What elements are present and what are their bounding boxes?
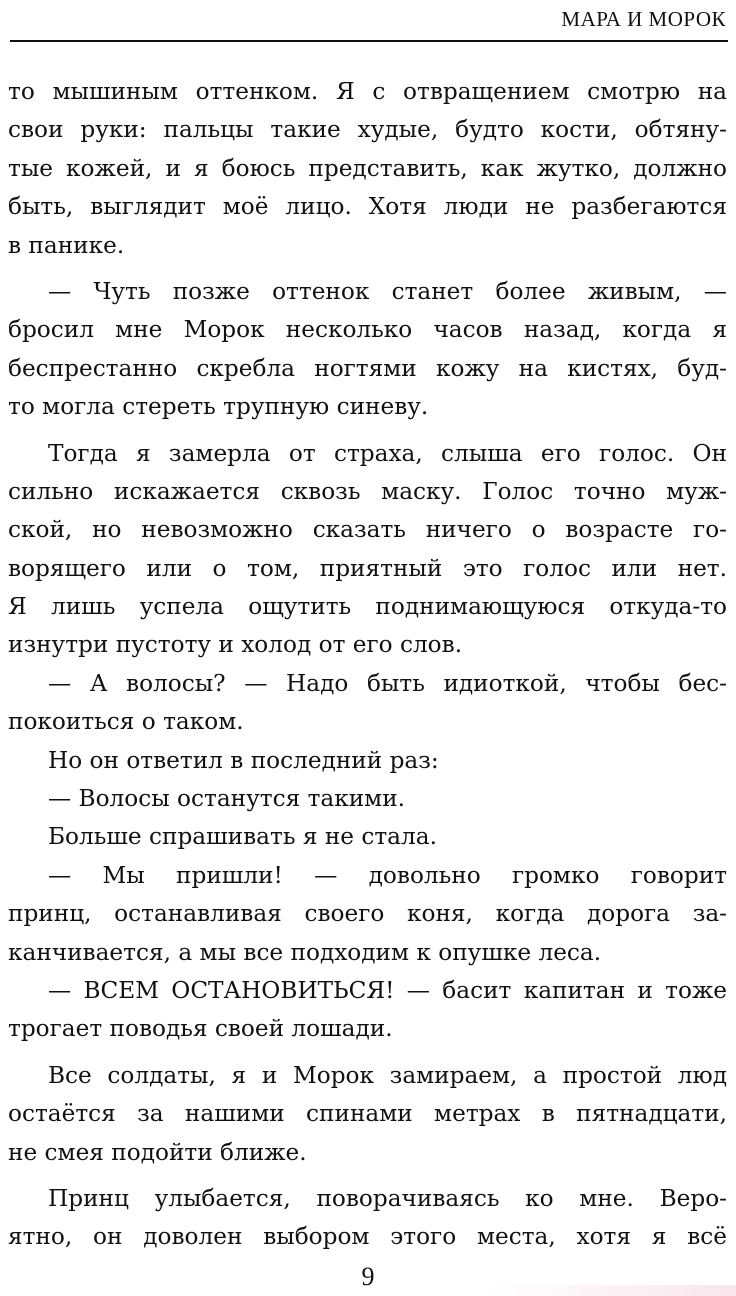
paragraph (8, 1180, 727, 1257)
text-line: Но он ответил в последний раз: (48, 746, 439, 774)
text-line: покоиться о таком. (8, 708, 244, 736)
text-line: — ВСЕМ ОСТАНОВИТЬСЯ! — басит капитан и тоже (48, 976, 727, 1004)
text-line: быть, выглядит моё лицо. Хотя люди не разбегаются (8, 193, 727, 221)
paragraph (8, 742, 727, 780)
paragraph (8, 857, 727, 972)
paragraph (8, 1057, 727, 1172)
text-line: изнутри пустоту и холод от его слов. (8, 631, 463, 659)
text-line: ятно, он доволен выбором этого места, хотя я всё (8, 1223, 727, 1251)
page-number: 9 (361, 1262, 375, 1291)
text-line: Тогда я замерла от страха, слыша его голос. Он (48, 439, 727, 467)
text-line: не смея подойти ближе. (8, 1138, 307, 1166)
text-line: в панике. (8, 231, 125, 259)
text-line: Все солдаты, я и Морок замираем, а простой люд (48, 1061, 727, 1089)
page-edge-shadow (480, 1285, 736, 1296)
text-line: беспрестанно скребла ногтями кожу на кистях, буд- (8, 354, 727, 382)
text-line: — Чуть позже оттенок станет более живым, — (48, 277, 727, 305)
text-line: — Мы пришли! — довольно громко говорит (48, 861, 727, 889)
text-line: — А волосы? — Надо быть идиоткой, чтобы бес- (48, 669, 727, 697)
text-line: то мышиным оттенком. Я с отвращением смотрю на (8, 78, 727, 105)
body-text (8, 73, 727, 1257)
paragraph (8, 665, 727, 742)
paragraph (8, 73, 727, 265)
text-line: остаётся за нашими спинами метрах в пятнадцати, (8, 1100, 727, 1128)
paragraph (8, 818, 727, 856)
text-line: Принц улыбается, поворачиваясь ко мне. Веро- (48, 1184, 727, 1212)
text-line: Больше спрашивать я не стала. (48, 823, 437, 851)
text-line: трогает поводья своей лошади. (8, 1015, 393, 1043)
paragraph (8, 273, 727, 427)
paragraph (8, 435, 727, 665)
paragraph (8, 780, 727, 818)
text-line: Я лишь успела ощутить поднимающуюся откуда-то (8, 593, 727, 621)
running-head: МАРА И МОРОК (561, 7, 726, 31)
text-line: — Волосы останутся такими. (48, 785, 406, 813)
text-line: принц, останавливая своего коня, когда дорога за- (8, 900, 727, 928)
text-line: то могла стереть трупную синеву. (8, 393, 429, 421)
text-line: бросил мне Морок несколько часов назад, когда я (8, 316, 727, 344)
text-line: ской, но невозможно сказать ничего о возрасте го- (8, 516, 727, 544)
text-line: свои руки: пальцы такие худые, будто кости, обтяну- (8, 116, 727, 144)
text-line: ворящего или о том, приятный это голос или нет. (8, 554, 727, 582)
header-rule (10, 40, 728, 42)
text-line: сильно искажается сквозь маску. Голос точно муж- (8, 477, 727, 505)
paragraph (8, 972, 727, 1049)
text-line: канчивается, а мы все подходим к опушке леса. (8, 938, 602, 966)
text-line: тые кожей, и я боюсь представить, как жутко, должно (8, 154, 727, 182)
